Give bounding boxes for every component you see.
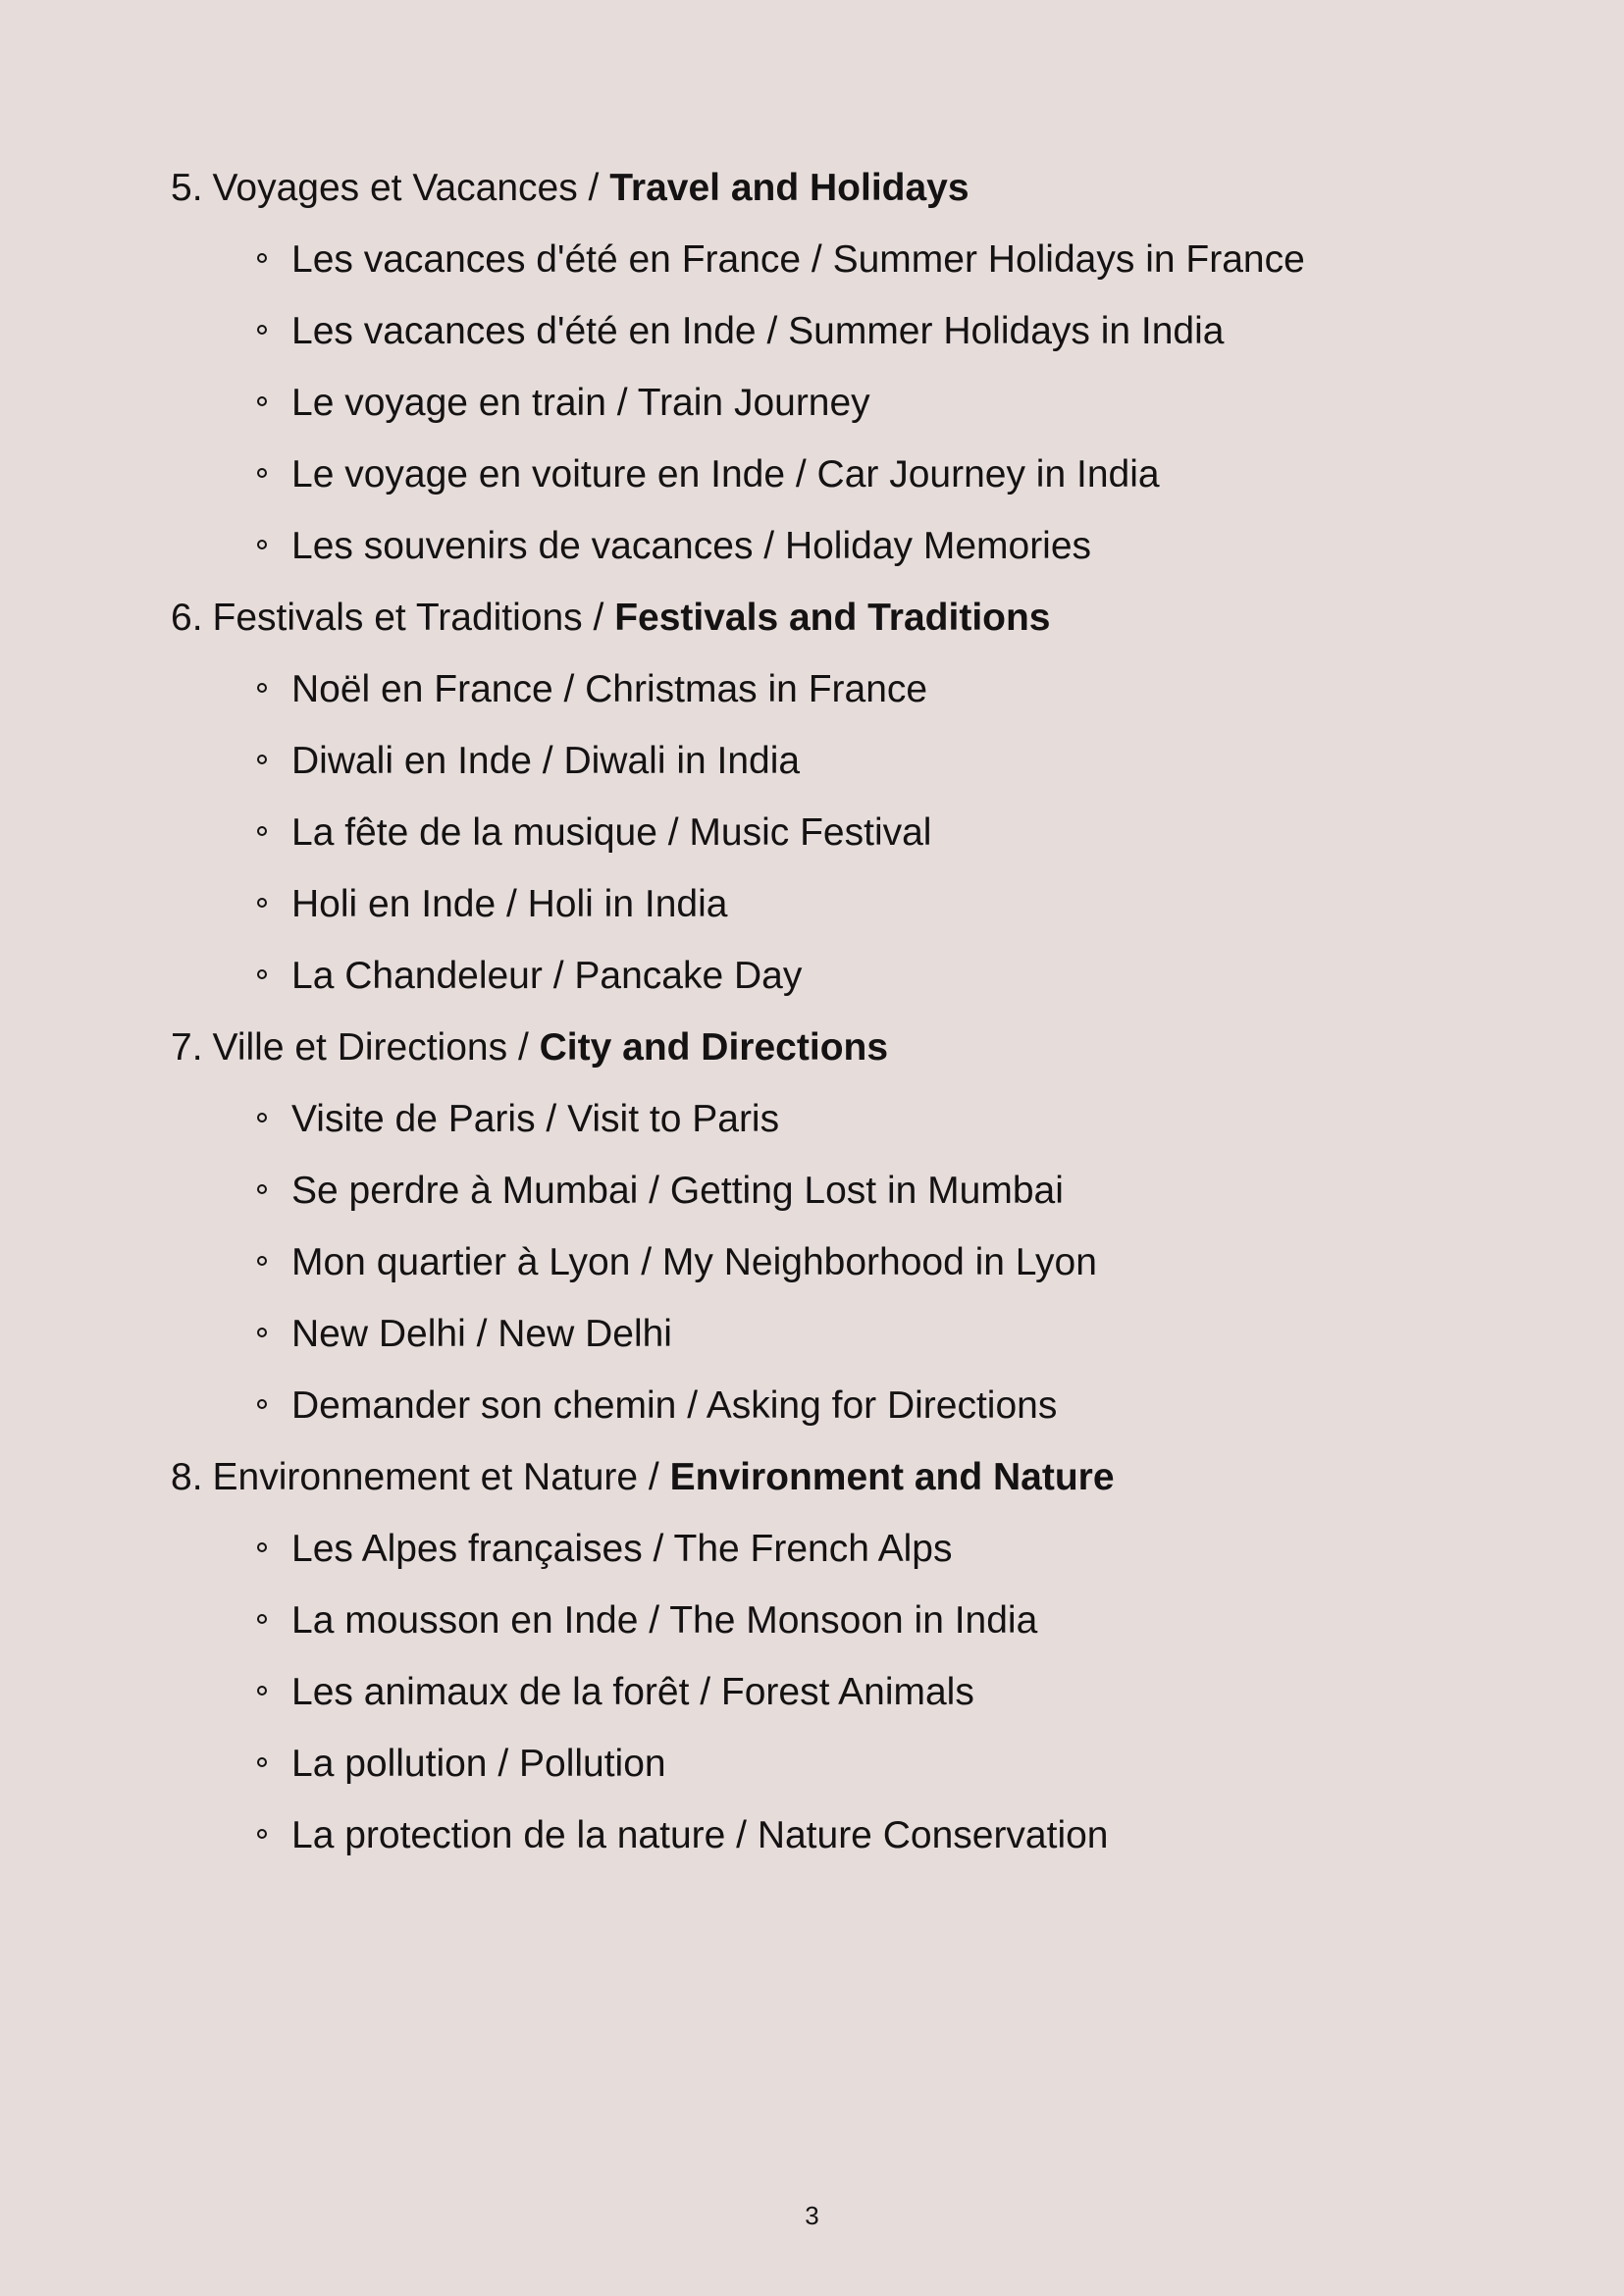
section-number: 5. — [171, 167, 203, 209]
circle-bullet-icon — [257, 325, 267, 335]
list-item-text: La mousson en Inde / The Monsoon in India — [291, 1599, 1038, 1642]
page-number: 3 — [805, 2201, 819, 2230]
section-heading — [171, 582, 1495, 653]
list-item-text: New Delhi / New Delhi — [291, 1313, 672, 1355]
circle-bullet-icon — [257, 1256, 267, 1266]
circle-bullet-icon — [257, 1686, 267, 1696]
section-festivals — [171, 582, 1495, 1012]
section-title-english: Environment and Nature — [669, 1456, 1115, 1498]
list-item — [171, 295, 1495, 367]
list-item — [171, 439, 1495, 510]
list-item — [171, 1585, 1495, 1656]
section-city — [171, 1012, 1495, 1441]
list-item — [171, 1226, 1495, 1298]
circle-bullet-icon — [257, 1113, 267, 1122]
circle-bullet-icon — [257, 1184, 267, 1194]
circle-bullet-icon — [257, 1542, 267, 1552]
list-item-text: Visite de Paris / Visit to Paris — [291, 1098, 780, 1140]
list-item-text: Noël en France / Christmas in France — [291, 668, 928, 710]
section-title-english: City and Directions — [539, 1026, 889, 1069]
list-item-text: La protection de la nature / Nature Conservation — [291, 1814, 1109, 1856]
circle-bullet-icon — [257, 1829, 267, 1839]
circle-bullet-icon — [257, 969, 267, 979]
list-item — [171, 1083, 1495, 1155]
list-item-text: La pollution / Pollution — [291, 1743, 666, 1785]
circle-bullet-icon — [257, 1757, 267, 1767]
list-item-text: Diwali en Inde / Diwali in India — [291, 740, 801, 782]
section-heading — [171, 1012, 1495, 1083]
circle-bullet-icon — [257, 898, 267, 908]
section-title-french: Environnement et Nature / — [212, 1456, 659, 1498]
section-number: 8. — [171, 1456, 203, 1498]
list-item-text: Les vacances d'été en Inde / Summer Holidays in India — [291, 310, 1225, 352]
list-item-text: Holi en Inde / Holi in India — [291, 883, 728, 925]
circle-bullet-icon — [257, 468, 267, 478]
circle-bullet-icon — [257, 683, 267, 693]
section-heading — [171, 152, 1495, 224]
list-item — [171, 510, 1495, 582]
section-title-english: Festivals and Traditions — [614, 597, 1051, 639]
list-item — [171, 1728, 1495, 1800]
list-item — [171, 797, 1495, 868]
section-environment — [171, 1441, 1495, 1871]
circle-bullet-icon — [257, 540, 267, 549]
list-item-text: Les vacances d'été en France / Summer Holidays in France — [291, 238, 1305, 281]
list-item — [171, 653, 1495, 725]
list-item — [171, 367, 1495, 439]
document-body — [171, 152, 1495, 1871]
section-heading — [171, 1441, 1495, 1513]
section-title-french: Festivals et Traditions / — [212, 597, 604, 639]
list-item-text: Le voyage en voiture en Inde / Car Journey in India — [291, 453, 1160, 496]
circle-bullet-icon — [257, 826, 267, 836]
list-item — [171, 1656, 1495, 1728]
list-item — [171, 1800, 1495, 1871]
circle-bullet-icon — [257, 253, 267, 263]
list-item — [171, 725, 1495, 797]
list-item-text: Demander son chemin / Asking for Directions — [291, 1384, 1058, 1427]
list-item — [171, 940, 1495, 1012]
list-item-text: Les Alpes françaises / The French Alps — [291, 1528, 953, 1570]
section-title-english: Travel and Holidays — [609, 167, 969, 209]
circle-bullet-icon — [257, 1328, 267, 1337]
list-item — [171, 1155, 1495, 1226]
section-title-french: Ville et Directions / — [212, 1026, 529, 1069]
list-item-text: Les souvenirs de vacances / Holiday Memories — [291, 525, 1092, 567]
section-number: 7. — [171, 1026, 203, 1069]
list-item-text: La Chandeleur / Pancake Day — [291, 955, 803, 997]
circle-bullet-icon — [257, 396, 267, 406]
circle-bullet-icon — [257, 1399, 267, 1409]
list-item — [171, 1298, 1495, 1370]
list-item — [171, 224, 1495, 295]
circle-bullet-icon — [257, 755, 267, 764]
list-item-text: La fête de la musique / Music Festival — [291, 811, 932, 854]
list-item-text: Se perdre à Mumbai / Getting Lost in Mumbai — [291, 1170, 1064, 1212]
list-item — [171, 1370, 1495, 1441]
list-item — [171, 1513, 1495, 1585]
section-number: 6. — [171, 597, 203, 639]
section-title-french: Voyages et Vacances / — [212, 167, 600, 209]
circle-bullet-icon — [257, 1614, 267, 1624]
section-travel — [171, 152, 1495, 582]
list-item-text: Les animaux de la forêt / Forest Animals — [291, 1671, 974, 1713]
list-item-text: Mon quartier à Lyon / My Neighborhood in Lyon — [291, 1241, 1097, 1283]
list-item-text: Le voyage en train / Train Journey — [291, 382, 870, 424]
list-item — [171, 868, 1495, 940]
